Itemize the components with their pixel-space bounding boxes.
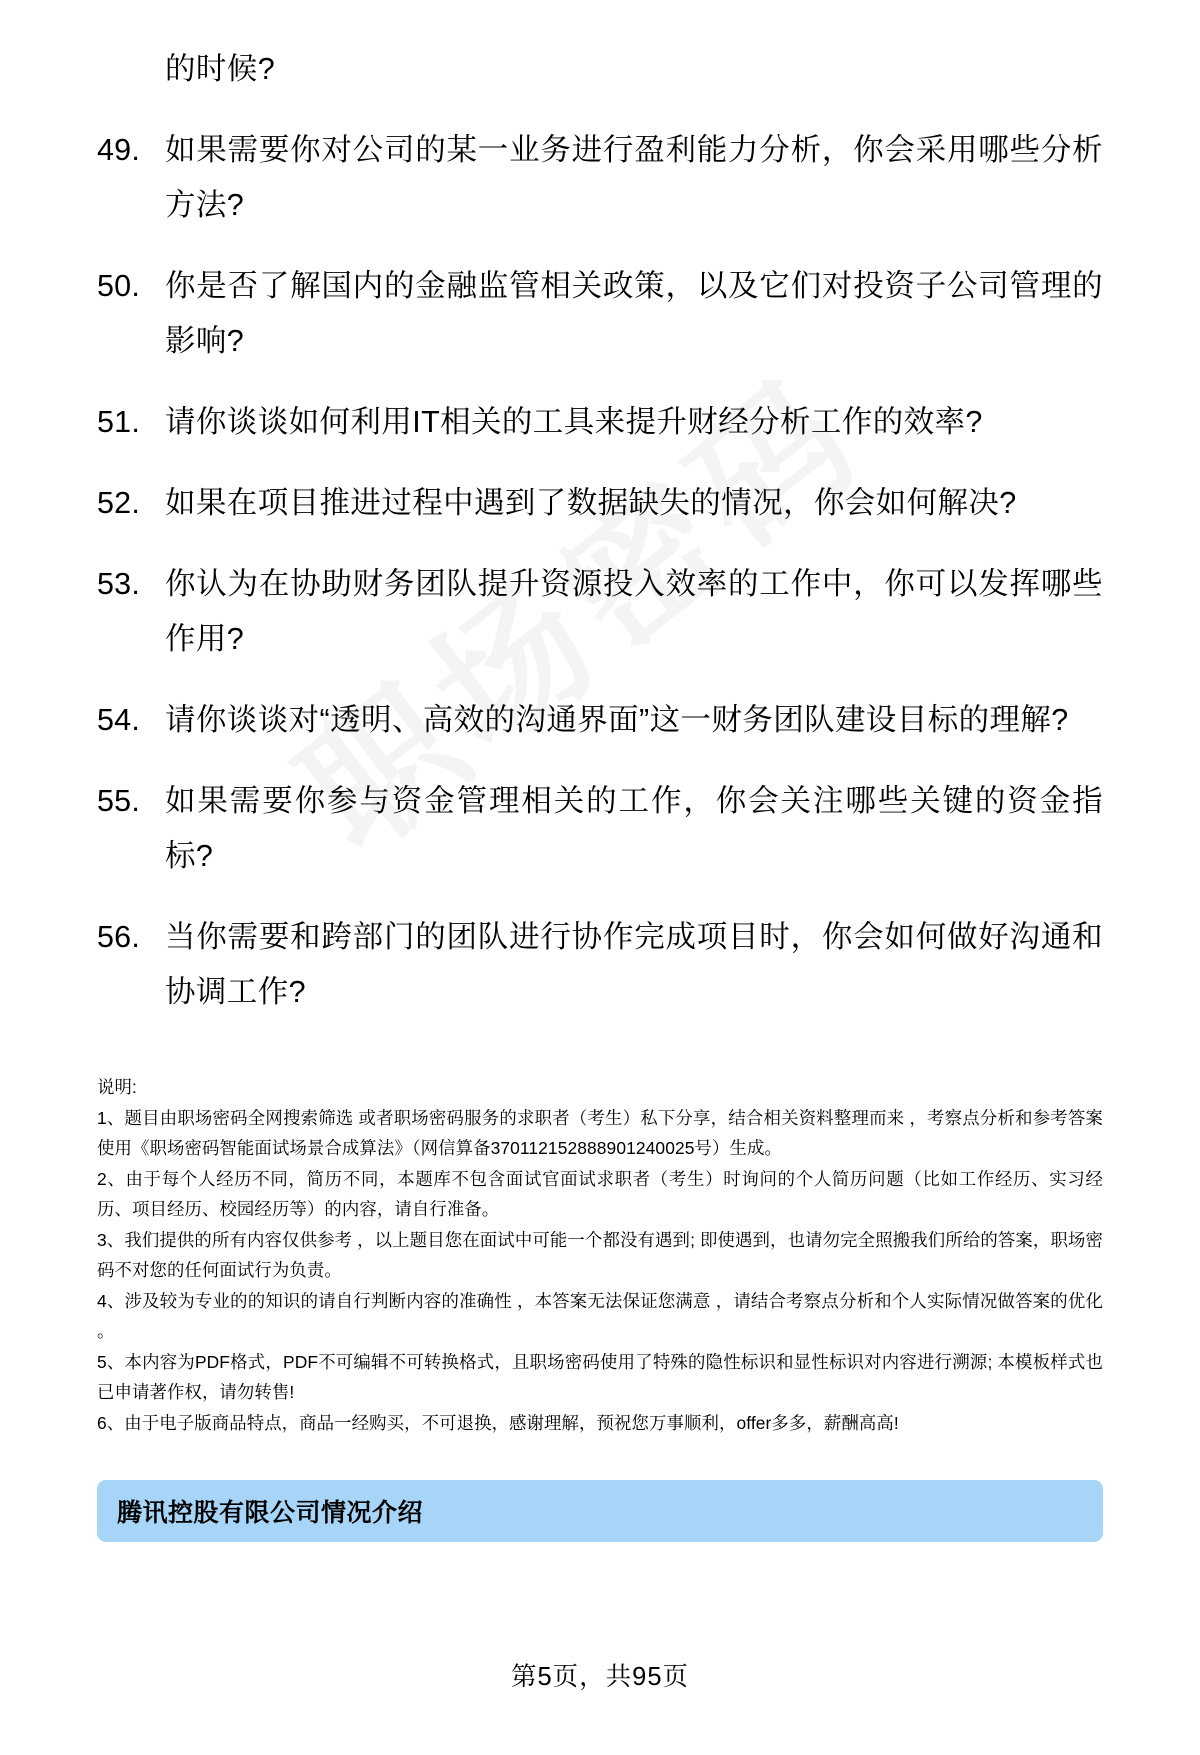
question-item-54 bbox=[97, 693, 1103, 748]
note-item-4: 4、涉及较为专业的的知识的请自行判断内容的准确性 ，本答案无法保证您满意 ，请结合考察点分析和个人实际情况做答案的优化 。 bbox=[97, 1290, 1103, 1341]
question-list bbox=[97, 0, 1103, 1020]
note-item-3: 3、我们提供的所有内容仅供参考 ，以上题目您在面试中可能一个都没有遇到; 即使遇到，也请勿完全照搬我们所给的答案，职场密码不对您的任何面试行为负责。 bbox=[97, 1229, 1103, 1280]
note-item-5: 5、本内容为PDF格式，PDF不可编辑不可转换格式，且职场密码使用了特殊的隐性标识和显性标识对内容进行溯源; 本模板样式也已申请著作权，请勿转售! bbox=[97, 1351, 1103, 1402]
note-item-1: 1、题目由职场密码全网搜索筛选 或者职场密码服务的求职者（考生）私下分享，结合相关资料整理而来 ，考察点分析和参考答案使用《职场密码智能面试场景合成算法》（网信算备370112152888901240025号）生成。 bbox=[97, 1107, 1103, 1158]
question-item-51 bbox=[97, 395, 1103, 450]
section-banner bbox=[97, 1480, 1103, 1542]
question-number: 56. bbox=[97, 920, 140, 954]
question-text: 请你谈谈对“透明、高效的沟通界面”这一财务团队建设目标的理解? bbox=[165, 703, 1069, 737]
question-item-55 bbox=[97, 774, 1103, 884]
question-text: 如果需要你对公司的某一业务进行盈利能力分析，你会采用哪些分析方法? bbox=[165, 133, 1103, 222]
page-footer bbox=[0, 1657, 1200, 1693]
question-number: 52. bbox=[97, 486, 140, 520]
question-number: 50. bbox=[97, 269, 140, 303]
notes-heading: 说明: bbox=[97, 1077, 137, 1097]
notes-block bbox=[97, 1072, 1103, 1438]
question-number: 49. bbox=[97, 133, 140, 167]
question-item-52 bbox=[97, 476, 1103, 531]
question-text: 当你需要和跨部门的团队进行协作完成项目时，你会如何做好沟通和协调工作? bbox=[165, 920, 1103, 1009]
question-number: 54. bbox=[97, 703, 140, 737]
question-number: 53. bbox=[97, 567, 140, 601]
question-text: 请你谈谈如何利用IT相关的工具来提升财经分析工作的效率? bbox=[165, 405, 983, 439]
question-item-50 bbox=[97, 259, 1103, 369]
note-item-6: 6、由于电子版商品特点，商品一经购买，不可退换，感谢理解，预祝您万事顺利，offer多多，薪酬高高! bbox=[97, 1412, 899, 1433]
question-item-53 bbox=[97, 557, 1103, 667]
question-text: 如果在项目推进过程中遇到了数据缺失的情况，你会如何解决? bbox=[165, 486, 1017, 520]
question-text: 你是否了解国内的金融监管相关政策，以及它们对投资子公司管理的影响? bbox=[165, 269, 1103, 358]
question-text: 你认为在协助财务团队提升资源投入效率的工作中，你可以发挥哪些作用? bbox=[165, 567, 1103, 656]
section-banner-title: 腾讯控股有限公司情况介绍 bbox=[117, 1499, 424, 1527]
note-item-2: 2、由于每个人经历不同，简历不同，本题库不包含面试官面试求职者（考生）时询问的个人简历问题（比如工作经历、实习经历、项目经历、校园经历等）的内容，请自行准备。 bbox=[97, 1168, 1103, 1219]
question-number: 55. bbox=[97, 784, 140, 818]
page-number-label: 第5页，共95页 bbox=[510, 1663, 690, 1691]
question-item-56 bbox=[97, 910, 1103, 1020]
question-text: 如果需要你参与资金管理相关的工作，你会关注哪些关键的资金指标? bbox=[165, 784, 1103, 873]
question-item-49 bbox=[97, 123, 1103, 233]
question-continuation-line: 的时候? bbox=[165, 52, 276, 86]
question-number: 51. bbox=[97, 405, 140, 439]
